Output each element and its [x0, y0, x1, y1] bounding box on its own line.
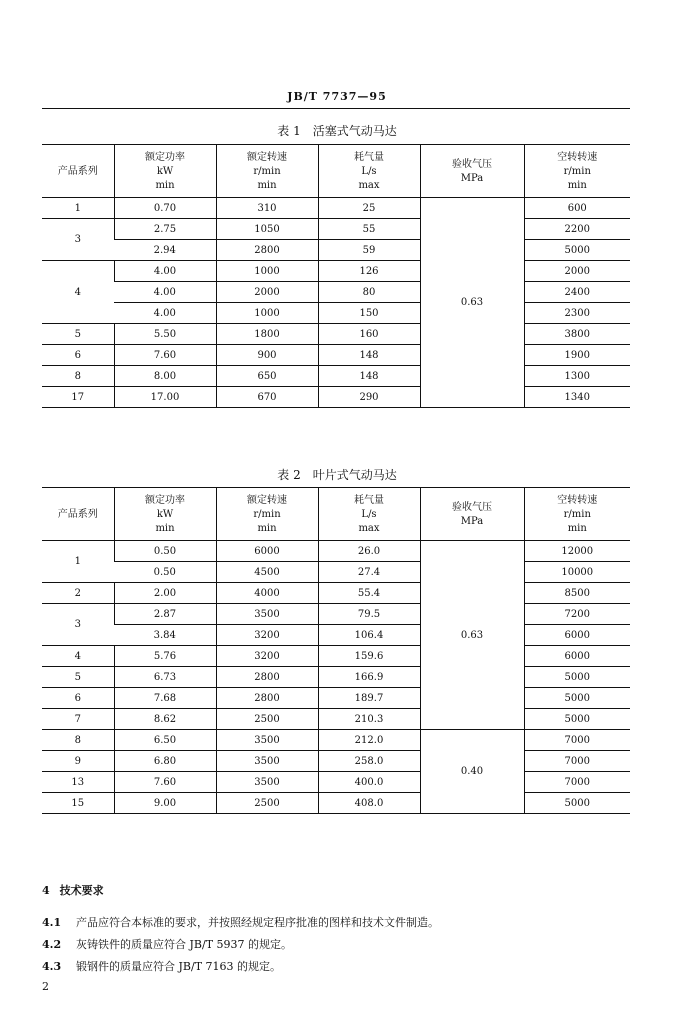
table-row: [42, 646, 630, 667]
speed-cell: 4500: [216, 562, 318, 583]
power-cell: 2.94: [114, 240, 216, 261]
clause-item: [42, 914, 439, 930]
document-header: JB/T 7737—95: [287, 90, 387, 103]
speed-cell: 2500: [216, 709, 318, 730]
idle-cell: 2300: [524, 303, 630, 324]
power-cell: 8.62: [114, 709, 216, 730]
idle-cell: 5000: [524, 688, 630, 709]
clause-item: [42, 936, 292, 952]
series-cell: 6: [42, 688, 114, 709]
speed-cell: 670: [216, 387, 318, 408]
clause-text: 灰铸铁件的质量应符合 JB/T 5937 的规定。: [76, 938, 293, 951]
table2-header-row: [42, 488, 630, 541]
air-cell: 189.7: [318, 688, 420, 709]
table1-header-row: [42, 145, 630, 198]
air-cell: 26.0: [318, 541, 420, 562]
table-row: [42, 667, 630, 688]
idle-cell: 8500: [524, 583, 630, 604]
table2-header-series: 产品系列: [42, 488, 114, 541]
air-cell: 290: [318, 387, 420, 408]
power-cell: 7.68: [114, 688, 216, 709]
power-cell: 2.00: [114, 583, 216, 604]
power-cell: 4.00: [114, 261, 216, 282]
section-number: 4: [42, 884, 50, 897]
idle-cell: 3800: [524, 324, 630, 345]
table-row: [42, 324, 630, 345]
series-cell: 4: [42, 646, 114, 667]
power-cell: 17.00: [114, 387, 216, 408]
speed-cell: 310: [216, 198, 318, 219]
speed-cell: 3500: [216, 772, 318, 793]
air-cell: 166.9: [318, 667, 420, 688]
power-cell: 7.60: [114, 345, 216, 366]
pressure-cell: 0.40: [420, 730, 524, 814]
table-row: [42, 625, 630, 646]
idle-cell: 7000: [524, 751, 630, 772]
pressure-cell: 0.63: [420, 541, 524, 730]
table-row: [42, 583, 630, 604]
idle-cell: 600: [524, 198, 630, 219]
power-cell: 8.00: [114, 366, 216, 387]
power-cell: 2.87: [114, 604, 216, 625]
table-row: [42, 793, 630, 814]
speed-cell: 2800: [216, 688, 318, 709]
table2-caption-number: 表 2: [277, 468, 301, 482]
speed-cell: 2000: [216, 282, 318, 303]
table2-header-idle: 空转转速 r/min min: [524, 488, 630, 541]
speed-cell: 3500: [216, 604, 318, 625]
power-cell: 0.50: [114, 562, 216, 583]
series-cell: 5: [42, 324, 114, 345]
table-row: [42, 366, 630, 387]
idle-cell: 2000: [524, 261, 630, 282]
air-cell: 150: [318, 303, 420, 324]
idle-cell: 12000: [524, 541, 630, 562]
air-cell: 55: [318, 219, 420, 240]
table-row: [42, 303, 630, 324]
idle-cell: 1300: [524, 366, 630, 387]
table1-header-idle: 空转转速 r/min min: [524, 145, 630, 198]
series-cell: 4: [42, 261, 114, 324]
power-cell: 0.70: [114, 198, 216, 219]
series-cell: 1: [42, 541, 114, 583]
section-heading: [42, 882, 104, 898]
speed-cell: 4000: [216, 583, 318, 604]
idle-cell: 1340: [524, 387, 630, 408]
table-row: [42, 345, 630, 366]
idle-cell: 7000: [524, 772, 630, 793]
table-row: [42, 198, 630, 219]
power-cell: 2.75: [114, 219, 216, 240]
speed-cell: 900: [216, 345, 318, 366]
air-cell: 80: [318, 282, 420, 303]
power-cell: 5.76: [114, 646, 216, 667]
series-cell: 8: [42, 366, 114, 387]
speed-cell: 2800: [216, 667, 318, 688]
idle-cell: 6000: [524, 646, 630, 667]
table-row: [42, 772, 630, 793]
table1-header-series: 产品系列: [42, 145, 114, 198]
series-cell: 3: [42, 219, 114, 261]
speed-cell: 2800: [216, 240, 318, 261]
series-cell: 6: [42, 345, 114, 366]
air-cell: 408.0: [318, 793, 420, 814]
table2-header-pressure: 验收气压 MPa: [420, 488, 524, 541]
speed-cell: 1800: [216, 324, 318, 345]
power-cell: 5.50: [114, 324, 216, 345]
series-cell: 7: [42, 709, 114, 730]
air-cell: 25: [318, 198, 420, 219]
air-cell: 79.5: [318, 604, 420, 625]
clause-item: [42, 958, 281, 974]
table-row: [42, 541, 630, 562]
speed-cell: 650: [216, 366, 318, 387]
series-cell: 1: [42, 198, 114, 219]
air-cell: 212.0: [318, 730, 420, 751]
table-row: [42, 240, 630, 261]
power-cell: 6.80: [114, 751, 216, 772]
air-cell: 148: [318, 366, 420, 387]
idle-cell: 2400: [524, 282, 630, 303]
clause-text: 产品应符合本标准的要求，并按照经规定程序批准的图样和技术文件制造。: [76, 916, 439, 929]
table1-header-air: 耗气量 L/s max: [318, 145, 420, 198]
table-row: [42, 562, 630, 583]
air-cell: 148: [318, 345, 420, 366]
power-cell: 4.00: [114, 303, 216, 324]
table2-header-speed: 额定转速 r/min min: [216, 488, 318, 541]
idle-cell: 6000: [524, 625, 630, 646]
table1-header-speed: 额定转速 r/min min: [216, 145, 318, 198]
air-cell: 160: [318, 324, 420, 345]
pressure-cell: 0.63: [420, 198, 524, 408]
power-cell: 6.50: [114, 730, 216, 751]
table2-header-air: 耗气量 L/s max: [318, 488, 420, 541]
speed-cell: 6000: [216, 541, 318, 562]
table-row: [42, 219, 630, 240]
idle-cell: 7200: [524, 604, 630, 625]
table1: [42, 144, 630, 408]
speed-cell: 1000: [216, 261, 318, 282]
table1-header-pressure: 验收气压 MPa: [420, 145, 524, 198]
air-cell: 59: [318, 240, 420, 261]
air-cell: 210.3: [318, 709, 420, 730]
power-cell: 9.00: [114, 793, 216, 814]
table1-header-power: 额定功率 kW min: [114, 145, 216, 198]
clause-number: 4.1: [42, 916, 62, 929]
table1-caption-title: 活塞式气动马达: [312, 124, 397, 138]
table-row: [42, 688, 630, 709]
speed-cell: 3200: [216, 625, 318, 646]
air-cell: 55.4: [318, 583, 420, 604]
table-row: [42, 282, 630, 303]
idle-cell: 5000: [524, 793, 630, 814]
idle-cell: 7000: [524, 730, 630, 751]
table-row: [42, 730, 630, 751]
speed-cell: 1050: [216, 219, 318, 240]
page-number: 2: [42, 980, 49, 993]
air-cell: 27.4: [318, 562, 420, 583]
idle-cell: 5000: [524, 709, 630, 730]
series-cell: 9: [42, 751, 114, 772]
series-cell: 17: [42, 387, 114, 408]
air-cell: 400.0: [318, 772, 420, 793]
air-cell: 106.4: [318, 625, 420, 646]
speed-cell: 3500: [216, 730, 318, 751]
speed-cell: 1000: [216, 303, 318, 324]
table-row: [42, 709, 630, 730]
table1-caption: [0, 122, 674, 139]
clause-text: 锻钢件的质量应符合 JB/T 7163 的规定。: [76, 960, 282, 973]
section-title: 技术要求: [59, 884, 104, 897]
clause-number: 4.2: [42, 938, 62, 951]
speed-cell: 3500: [216, 751, 318, 772]
idle-cell: 5000: [524, 240, 630, 261]
table2-header-power: 额定功率 kW min: [114, 488, 216, 541]
air-cell: 126: [318, 261, 420, 282]
table-row: [42, 604, 630, 625]
idle-cell: 10000: [524, 562, 630, 583]
series-cell: 13: [42, 772, 114, 793]
speed-cell: 2500: [216, 793, 318, 814]
speed-cell: 3200: [216, 646, 318, 667]
idle-cell: 1900: [524, 345, 630, 366]
air-cell: 258.0: [318, 751, 420, 772]
idle-cell: 5000: [524, 667, 630, 688]
header-rule: [42, 108, 630, 109]
table-row: [42, 387, 630, 408]
table1-caption-number: 表 1: [277, 124, 301, 138]
table2-caption-title: 叶片式气动马达: [312, 468, 397, 482]
series-cell: 2: [42, 583, 114, 604]
clause-number: 4.3: [42, 960, 62, 973]
power-cell: 0.50: [114, 541, 216, 562]
power-cell: 3.84: [114, 625, 216, 646]
table-row: [42, 751, 630, 772]
table2: [42, 487, 630, 814]
power-cell: 4.00: [114, 282, 216, 303]
series-cell: 8: [42, 730, 114, 751]
series-cell: 5: [42, 667, 114, 688]
series-cell: 15: [42, 793, 114, 814]
table-row: [42, 261, 630, 282]
power-cell: 7.60: [114, 772, 216, 793]
air-cell: 159.6: [318, 646, 420, 667]
series-cell: 3: [42, 604, 114, 646]
idle-cell: 2200: [524, 219, 630, 240]
table2-caption: [0, 466, 674, 483]
power-cell: 6.73: [114, 667, 216, 688]
